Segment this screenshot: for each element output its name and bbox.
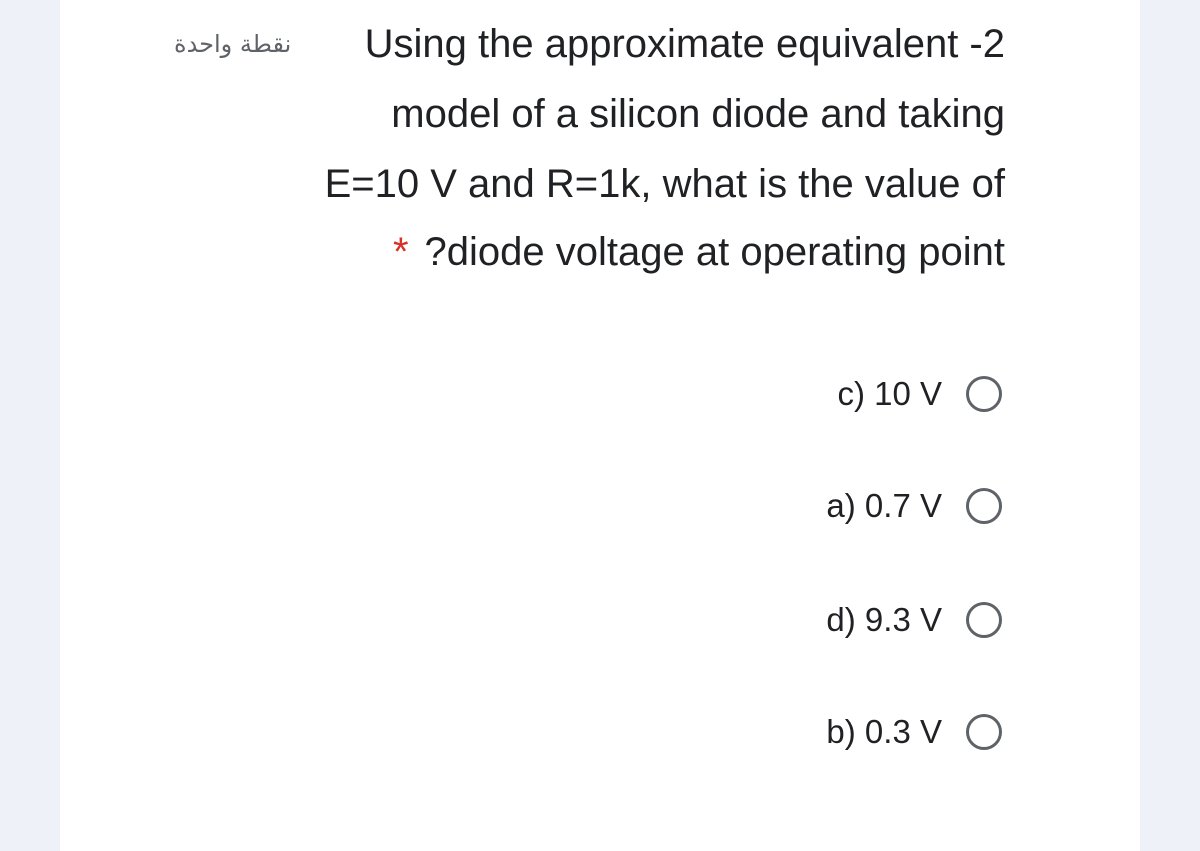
radio-button-icon[interactable] [966, 714, 1002, 750]
question-card [60, 0, 1140, 851]
answer-option-c[interactable] [837, 372, 1002, 416]
question-line-4-container [393, 230, 1005, 275]
right-background-strip [1140, 0, 1200, 851]
radio-button-icon[interactable] [966, 376, 1002, 412]
points-label: نقطة واحدة [174, 30, 292, 58]
radio-button-icon[interactable] [966, 488, 1002, 524]
question-line-1: Using the approximate equivalent -2 [364, 22, 1005, 66]
radio-button-icon[interactable] [966, 602, 1002, 638]
left-background-strip [0, 0, 60, 851]
answer-option-label: a) 0.7 V [826, 487, 942, 524]
question-line-4: ?diode voltage at operating point [424, 230, 1005, 274]
answer-option-label: c) 10 V [837, 375, 942, 412]
required-asterisk: * [392, 230, 409, 274]
answer-option-b[interactable] [826, 710, 1002, 754]
answer-option-d[interactable] [826, 598, 1002, 642]
question-line-3: E=10 V and R=1k, what is the value of [324, 162, 1005, 206]
answer-option-label: b) 0.3 V [826, 713, 942, 750]
answer-option-a[interactable] [826, 484, 1002, 528]
question-line-2: model of a silicon diode and taking [391, 92, 1005, 136]
answer-option-label: d) 9.3 V [826, 601, 942, 638]
